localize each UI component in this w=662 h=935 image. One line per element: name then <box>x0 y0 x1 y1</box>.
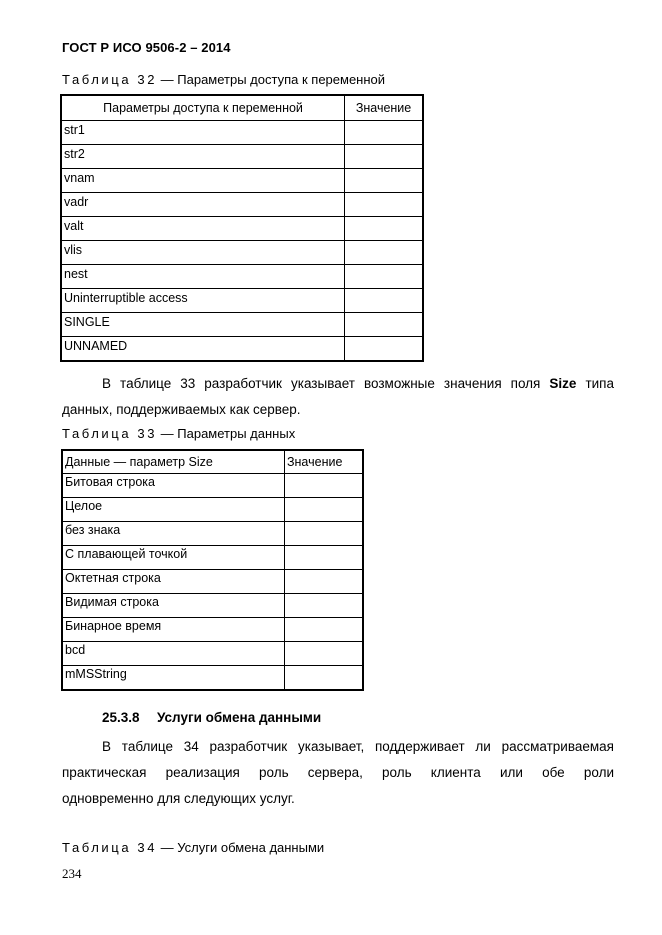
parameter-cell: vadr <box>61 193 345 217</box>
table-34-caption-label: Таблица 34 <box>62 840 158 855</box>
table-33-caption-title: — Параметры данных <box>157 426 296 441</box>
value-cell <box>284 522 363 546</box>
table-row <box>62 522 363 546</box>
value-cell <box>345 313 423 337</box>
value-cell <box>345 289 423 313</box>
paragraph-table-34-intro-line2: практическая реализация роль сервера, роль клиента или обе роли <box>62 765 614 780</box>
table-row <box>62 498 363 522</box>
data-type-cell: bcd <box>62 642 284 666</box>
table-row <box>62 570 363 594</box>
data-type-cell: без знака <box>62 522 284 546</box>
value-cell <box>345 265 423 289</box>
section-number: 25.3.8 <box>102 710 140 725</box>
paragraph-text: В таблице 33 разработчик указывает возможные значения поля <box>102 376 550 391</box>
value-cell <box>284 474 363 498</box>
parameter-cell: nest <box>61 265 345 289</box>
table-34-caption-title: — Услуги обмена данными <box>157 840 325 855</box>
table-row <box>61 265 423 289</box>
data-type-cell: Бинарное время <box>62 618 284 642</box>
table-row <box>61 121 423 145</box>
table-32-caption-title: — Параметры доступа к переменной <box>157 72 386 87</box>
table-row <box>61 217 423 241</box>
table-header-row <box>61 95 423 121</box>
table-row <box>61 313 423 337</box>
value-cell <box>345 193 423 217</box>
value-cell <box>345 145 423 169</box>
table-row <box>61 337 423 362</box>
parameter-cell: str2 <box>61 145 345 169</box>
value-cell <box>284 570 363 594</box>
data-type-cell: Октетная строка <box>62 570 284 594</box>
value-cell <box>284 594 363 618</box>
size-field-term: Size <box>549 376 577 391</box>
table-row <box>62 546 363 570</box>
value-cell <box>284 498 363 522</box>
table-33-caption-label: Таблица 33 <box>62 426 158 441</box>
parameter-cell: vlis <box>61 241 345 265</box>
table-header-cell: Значение <box>284 450 363 474</box>
data-type-cell: Битовая строка <box>62 474 284 498</box>
page-number: 234 <box>62 866 82 881</box>
data-type-cell: mMSString <box>62 666 284 691</box>
paragraph-table-33-intro-line1 <box>62 371 614 397</box>
parameter-cell: Uninterruptible access <box>61 289 345 313</box>
table-row <box>61 169 423 193</box>
table-row <box>62 666 363 691</box>
table-32 <box>60 94 424 362</box>
table-row <box>61 241 423 265</box>
paragraph-text: типа <box>576 376 614 391</box>
parameter-cell: vnam <box>61 169 345 193</box>
value-cell <box>284 546 363 570</box>
section-title: Услуги обмена данными <box>157 710 322 725</box>
section-heading <box>102 710 321 725</box>
data-type-cell: С плавающей точкой <box>62 546 284 570</box>
data-type-cell: Видимая строка <box>62 594 284 618</box>
value-cell <box>345 121 423 145</box>
document-header: ГОСТ Р ИСО 9506-2 – 2014 <box>62 40 231 55</box>
table-row <box>61 193 423 217</box>
paragraph-table-34-intro-line3: одновременно для следующих услуг. <box>62 791 295 806</box>
table-33 <box>61 449 364 691</box>
parameter-cell: valt <box>61 217 345 241</box>
value-cell <box>284 666 363 691</box>
table-32-caption-label: Таблица 32 <box>62 72 158 87</box>
table-header-row <box>62 450 363 474</box>
table-header-cell: Значение <box>345 95 423 121</box>
table-row <box>62 642 363 666</box>
table-32-caption <box>62 72 385 87</box>
value-cell <box>345 217 423 241</box>
table-33-caption <box>62 426 295 441</box>
table-row <box>61 145 423 169</box>
table-header-cell: Данные — параметр Size <box>62 450 284 474</box>
parameter-cell: UNNAMED <box>61 337 345 362</box>
paragraph-table-33-intro-line2: данных, поддерживаемых как сервер. <box>62 402 301 417</box>
table-row <box>62 474 363 498</box>
value-cell <box>284 642 363 666</box>
table-row <box>62 618 363 642</box>
parameter-cell: SINGLE <box>61 313 345 337</box>
paragraph-table-34-intro-line1: В таблице 34 разработчик указывает, поддерживает ли рассматриваемая <box>102 739 614 754</box>
table-34-caption <box>62 840 324 855</box>
value-cell <box>345 337 423 362</box>
table-row <box>61 289 423 313</box>
value-cell <box>345 169 423 193</box>
table-header-cell: Параметры доступа к переменной <box>61 95 345 121</box>
table-row <box>62 594 363 618</box>
data-type-cell: Целое <box>62 498 284 522</box>
value-cell <box>284 618 363 642</box>
parameter-cell: str1 <box>61 121 345 145</box>
value-cell <box>345 241 423 265</box>
